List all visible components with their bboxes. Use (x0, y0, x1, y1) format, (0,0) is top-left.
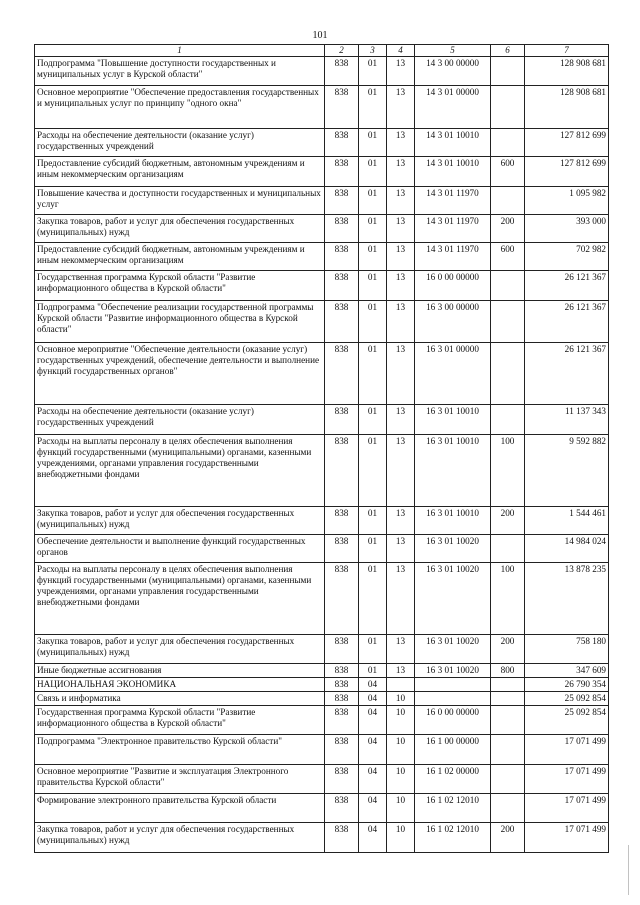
column-header: 4 (387, 45, 415, 57)
cell-section: 04 (359, 692, 387, 706)
cell-amount: 14 984 024 (525, 535, 609, 563)
cell-section: 01 (359, 57, 387, 86)
cell-expense-type (491, 187, 525, 215)
cell-ministry: 838 (325, 765, 359, 794)
cell-ministry: 838 (325, 664, 359, 678)
cell-ministry: 838 (325, 823, 359, 853)
column-header: 3 (359, 45, 387, 57)
cell-section: 04 (359, 794, 387, 823)
cell-expense-type: 200 (491, 823, 525, 853)
cell-subsection: 13 (387, 301, 415, 343)
cell-section: 01 (359, 187, 387, 215)
cell-amount: 9 592 882 (525, 435, 609, 507)
cell-subsection: 13 (387, 271, 415, 301)
cell-section: 01 (359, 435, 387, 507)
cell-name: Закупка товаров, работ и услуг для обеспечения государственных (муниципальных) нужд (35, 507, 325, 535)
cell-name: Государственная программа Курской области "Развитие информационного общества в Курской области" (35, 271, 325, 301)
cell-amount: 17 071 499 (525, 794, 609, 823)
cell-target-article: 14 3 01 00000 (415, 86, 491, 129)
cell-target-article: 14 3 01 10010 (415, 157, 491, 187)
table-row (35, 301, 609, 343)
cell-subsection: 10 (387, 823, 415, 853)
cell-name: Расходы на выплаты персоналу в целях обеспечения выполнения функций государственными (муниципальными) органами, казенными учреждениями, органами управления государственными внебюджетными фондами (35, 435, 325, 507)
cell-subsection: 13 (387, 129, 415, 157)
cell-subsection: 10 (387, 735, 415, 765)
cell-amount: 11 137 343 (525, 405, 609, 435)
cell-section: 01 (359, 664, 387, 678)
cell-target-article (415, 678, 491, 692)
cell-ministry: 838 (325, 735, 359, 765)
cell-subsection: 13 (387, 187, 415, 215)
cell-ministry: 838 (325, 57, 359, 86)
cell-amount: 17 071 499 (525, 823, 609, 853)
cell-expense-type (491, 86, 525, 129)
cell-subsection: 13 (387, 157, 415, 187)
cell-subsection: 10 (387, 706, 415, 735)
cell-name: Закупка товаров, работ и услуг для обеспечения государственных (муниципальных) нужд (35, 215, 325, 243)
cell-name: Повышение качества и доступности государственных и муниципальных услуг (35, 187, 325, 215)
cell-amount: 13 878 235 (525, 563, 609, 635)
cell-subsection: 13 (387, 507, 415, 535)
cell-section: 04 (359, 706, 387, 735)
cell-expense-type: 800 (491, 664, 525, 678)
cell-ministry: 838 (325, 405, 359, 435)
cell-name: Основное мероприятие "Обеспечение деятельности (оказание услуг) государственных учреждений, обеспечение деятельности и выполнение функций государственных органов" (35, 343, 325, 405)
table-row (35, 678, 609, 692)
cell-section: 01 (359, 635, 387, 664)
cell-subsection: 13 (387, 635, 415, 664)
table-row (35, 343, 609, 405)
cell-name: Основное мероприятие "Обеспечение предоставления государственных и муниципальных услуг по принципу "одного окна" (35, 86, 325, 129)
table-row (35, 794, 609, 823)
cell-target-article: 16 3 01 10010 (415, 435, 491, 507)
cell-subsection: 13 (387, 57, 415, 86)
cell-expense-type (491, 343, 525, 405)
cell-section: 01 (359, 563, 387, 635)
column-header: 5 (415, 45, 491, 57)
cell-ministry: 838 (325, 563, 359, 635)
cell-name: Обеспечение деятельности и выполнение функций государственных органов (35, 535, 325, 563)
cell-subsection: 13 (387, 86, 415, 129)
cell-subsection: 13 (387, 535, 415, 563)
table-row (35, 535, 609, 563)
cell-subsection: 13 (387, 664, 415, 678)
cell-target-article: 16 3 01 10020 (415, 635, 491, 664)
cell-section: 01 (359, 86, 387, 129)
cell-target-article: 14 3 01 10010 (415, 129, 491, 157)
cell-subsection: 13 (387, 243, 415, 271)
cell-subsection (387, 678, 415, 692)
cell-ministry: 838 (325, 794, 359, 823)
cell-section: 01 (359, 129, 387, 157)
cell-ministry: 838 (325, 271, 359, 301)
table-row (35, 435, 609, 507)
cell-expense-type (491, 535, 525, 563)
cell-subsection: 10 (387, 794, 415, 823)
cell-section: 04 (359, 678, 387, 692)
cell-name: Расходы на обеспечение деятельности (оказание услуг) государственных учреждений (35, 405, 325, 435)
cell-target-article: 16 3 01 10020 (415, 535, 491, 563)
table-row (35, 271, 609, 301)
table-row (35, 706, 609, 735)
cell-expense-type (491, 765, 525, 794)
cell-amount: 127 812 699 (525, 129, 609, 157)
cell-amount: 26 121 367 (525, 343, 609, 405)
cell-expense-type (491, 678, 525, 692)
cell-ministry: 838 (325, 692, 359, 706)
cell-name: Подпрограмма "Обеспечение реализации государственной программы Курской области "Развитие информационного общества в Курской области" (35, 301, 325, 343)
cell-subsection: 10 (387, 692, 415, 706)
cell-amount: 758 180 (525, 635, 609, 664)
cell-ministry: 838 (325, 706, 359, 735)
cell-name: Предоставление субсидий бюджетным, автономным учреждениям и иным некоммерческим организациям (35, 157, 325, 187)
cell-target-article: 16 3 01 00000 (415, 343, 491, 405)
cell-target-article (415, 692, 491, 706)
table-row (35, 507, 609, 535)
cell-section: 04 (359, 735, 387, 765)
table-row (35, 692, 609, 706)
cell-section: 01 (359, 157, 387, 187)
cell-name: Закупка товаров, работ и услуг для обеспечения государственных (муниципальных) нужд (35, 635, 325, 664)
cell-subsection: 10 (387, 765, 415, 794)
cell-name: НАЦИОНАЛЬНАЯ ЭКОНОМИКА (35, 678, 325, 692)
cell-amount: 128 908 681 (525, 86, 609, 129)
cell-ministry: 838 (325, 187, 359, 215)
cell-amount: 26 121 367 (525, 301, 609, 343)
cell-ministry: 838 (325, 507, 359, 535)
cell-expense-type: 200 (491, 215, 525, 243)
cell-amount: 1 095 982 (525, 187, 609, 215)
cell-section: 04 (359, 823, 387, 853)
table-row (35, 57, 609, 86)
cell-ministry: 838 (325, 215, 359, 243)
cell-target-article: 14 3 01 11970 (415, 243, 491, 271)
cell-target-article: 16 3 01 10010 (415, 507, 491, 535)
cell-expense-type: 200 (491, 507, 525, 535)
cell-amount: 17 071 499 (525, 765, 609, 794)
cell-section: 01 (359, 405, 387, 435)
cell-subsection: 13 (387, 215, 415, 243)
table-row (35, 157, 609, 187)
cell-name: Связь и информатика (35, 692, 325, 706)
cell-ministry: 838 (325, 157, 359, 187)
cell-target-article: 16 1 02 12010 (415, 823, 491, 853)
cell-name: Подпрограмма "Повышение доступности государственных и муниципальных услуг в Курской области" (35, 57, 325, 86)
cell-expense-type (491, 794, 525, 823)
cell-name: Расходы на выплаты персоналу в целях обеспечения выполнения функций государственными (муниципальными) органами, казенными учреждениями, органами управления государственными внебюджетными фондами (35, 563, 325, 635)
cell-expense-type (491, 271, 525, 301)
table-header-row (35, 45, 609, 57)
cell-expense-type (491, 405, 525, 435)
cell-expense-type (491, 129, 525, 157)
column-header: 7 (525, 45, 609, 57)
column-header: 6 (491, 45, 525, 57)
table-row (35, 735, 609, 765)
cell-section: 01 (359, 271, 387, 301)
cell-ministry: 838 (325, 243, 359, 271)
cell-target-article: 16 0 00 00000 (415, 271, 491, 301)
cell-amount: 127 812 699 (525, 157, 609, 187)
cell-subsection: 13 (387, 435, 415, 507)
cell-ministry: 838 (325, 301, 359, 343)
cell-amount: 393 000 (525, 215, 609, 243)
cell-amount: 702 982 (525, 243, 609, 271)
cell-target-article: 16 1 02 00000 (415, 765, 491, 794)
budget-table (34, 44, 609, 853)
table-row (35, 635, 609, 664)
cell-section: 01 (359, 215, 387, 243)
table-row (35, 405, 609, 435)
cell-name: Иные бюджетные ассигнования (35, 664, 325, 678)
cell-subsection: 13 (387, 343, 415, 405)
cell-ministry: 838 (325, 678, 359, 692)
column-header: 1 (35, 45, 325, 57)
table-row (35, 215, 609, 243)
page-number: 101 (312, 30, 328, 41)
cell-amount: 25 092 854 (525, 692, 609, 706)
cell-expense-type (491, 706, 525, 735)
cell-ministry: 838 (325, 343, 359, 405)
column-header: 2 (325, 45, 359, 57)
cell-expense-type (491, 735, 525, 765)
cell-ministry: 838 (325, 129, 359, 157)
cell-expense-type: 100 (491, 563, 525, 635)
cell-name: Формирование электронного правительства Курской области (35, 794, 325, 823)
table-row (35, 563, 609, 635)
cell-target-article: 16 0 00 00000 (415, 706, 491, 735)
table-row (35, 765, 609, 794)
cell-name: Государственная программа Курской области "Развитие информационного общества в Курской области" (35, 706, 325, 735)
cell-expense-type: 100 (491, 435, 525, 507)
cell-section: 04 (359, 765, 387, 794)
cell-section: 01 (359, 535, 387, 563)
cell-expense-type (491, 301, 525, 343)
cell-amount: 1 544 461 (525, 507, 609, 535)
table-row (35, 243, 609, 271)
cell-target-article: 16 3 01 10020 (415, 563, 491, 635)
cell-name: Подпрограмма "Электронное правительство Курской области" (35, 735, 325, 765)
cell-expense-type (491, 692, 525, 706)
cell-section: 01 (359, 301, 387, 343)
cell-section: 01 (359, 343, 387, 405)
cell-target-article: 14 3 01 11970 (415, 187, 491, 215)
cell-expense-type (491, 57, 525, 86)
cell-target-article: 16 1 02 12010 (415, 794, 491, 823)
table-row (35, 187, 609, 215)
cell-name: Закупка товаров, работ и услуг для обеспечения государственных (муниципальных) нужд (35, 823, 325, 853)
cell-name: Расходы на обеспечение деятельности (оказание услуг) государственных учреждений (35, 129, 325, 157)
cell-section: 01 (359, 507, 387, 535)
cell-target-article: 16 1 00 00000 (415, 735, 491, 765)
cell-ministry: 838 (325, 86, 359, 129)
scan-margin-mark (628, 845, 637, 895)
cell-amount: 128 908 681 (525, 57, 609, 86)
cell-target-article: 14 3 01 11970 (415, 215, 491, 243)
cell-amount: 347 609 (525, 664, 609, 678)
cell-target-article: 14 3 00 00000 (415, 57, 491, 86)
cell-expense-type: 600 (491, 243, 525, 271)
cell-amount: 26 121 367 (525, 271, 609, 301)
cell-expense-type: 200 (491, 635, 525, 664)
cell-target-article: 16 3 01 10020 (415, 664, 491, 678)
cell-target-article: 16 3 00 00000 (415, 301, 491, 343)
cell-ministry: 838 (325, 435, 359, 507)
cell-target-article: 16 3 01 10010 (415, 405, 491, 435)
cell-ministry: 838 (325, 635, 359, 664)
table-row (35, 129, 609, 157)
cell-name: Основное мероприятие "Развитие и эксплуатация Электронного правительства Курской области" (35, 765, 325, 794)
cell-name: Предоставление субсидий бюджетным, автономным учреждениям и иным некоммерческим организациям (35, 243, 325, 271)
cell-ministry: 838 (325, 535, 359, 563)
cell-expense-type: 600 (491, 157, 525, 187)
cell-subsection: 13 (387, 563, 415, 635)
table-row (35, 86, 609, 129)
cell-amount: 26 790 354 (525, 678, 609, 692)
table-row (35, 823, 609, 853)
cell-amount: 17 071 499 (525, 735, 609, 765)
cell-subsection: 13 (387, 405, 415, 435)
cell-section: 01 (359, 243, 387, 271)
cell-amount: 25 092 854 (525, 706, 609, 735)
table-row (35, 664, 609, 678)
